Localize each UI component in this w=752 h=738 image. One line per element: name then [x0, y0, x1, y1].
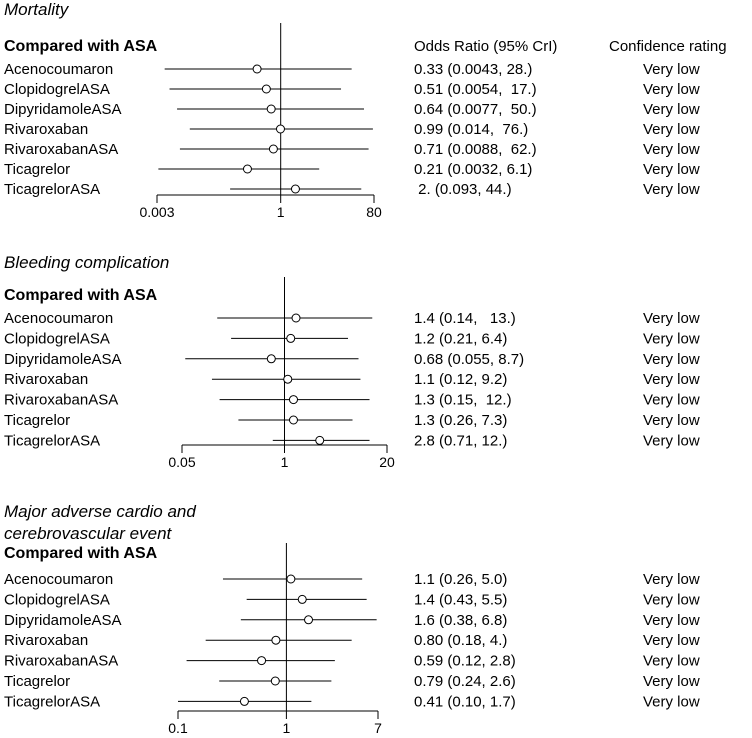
panel-title: Bleeding complication — [4, 253, 170, 272]
confidence-rating-text: Very low — [643, 350, 700, 368]
confidence-rating-text: Very low — [643, 571, 700, 588]
confidence-rating-text: Very low — [643, 61, 700, 78]
odds-ratio-point — [272, 636, 280, 644]
odds-ratio-point — [276, 125, 284, 133]
odds-ratio-point — [262, 85, 270, 93]
estimate-text: 0.68 (0.055, 8.7) — [414, 350, 525, 368]
confidence-rating-text: Very low — [643, 632, 700, 650]
row-label: TicagrelorASA — [4, 693, 101, 711]
estimate-text: 0.99 (0.014, 76.) — [414, 121, 529, 138]
confidence-rating-text: Very low — [643, 141, 700, 158]
row-label: ClopidogrelASA — [4, 330, 110, 348]
estimate-text: 1.4 (0.14, 13.) — [414, 310, 516, 327]
estimate-text: 0.80 (0.18, 4.) — [414, 632, 508, 650]
estimate-text: 0.21 (0.0032, 6.1) — [414, 161, 533, 178]
odds-ratio-point — [291, 185, 299, 193]
row-label: Rivaroxaban — [4, 121, 89, 138]
confidence-rating-text: Very low — [643, 181, 700, 198]
x-tick-label: 0.05 — [168, 454, 196, 470]
row-label: TicagrelorASA — [4, 432, 101, 450]
x-tick-label: 1 — [280, 454, 289, 470]
estimate-text: 0.33 (0.0043, 28.) — [414, 61, 533, 78]
row-label: RivaroxabanASA — [4, 391, 119, 409]
estimate-text: 1.4 (0.43, 5.5) — [414, 591, 508, 609]
estimate-text: 0.71 (0.0088, 62.) — [414, 141, 537, 158]
confidence-rating-text: Very low — [643, 121, 700, 138]
confidence-rating-text: Very low — [643, 371, 700, 389]
estimate-text: 1.3 (0.26, 7.3) — [414, 412, 508, 429]
rating-column-header: Confidence rating — [609, 38, 727, 55]
row-label: Acenocoumaron — [4, 571, 114, 588]
estimate-text: 1.1 (0.26, 5.0) — [414, 571, 508, 588]
estimate-text: 0.51 (0.0054, 17.) — [414, 81, 537, 98]
group-header: Compared with ASA — [4, 287, 158, 304]
estimate-text: 2. (0.093, 44.) — [414, 181, 512, 198]
x-tick-label: 1 — [282, 720, 291, 736]
odds-ratio-point — [243, 165, 251, 173]
group-header: Compared with ASA — [4, 38, 158, 55]
panel-title: Mortality — [4, 0, 69, 19]
panel-bleeding-complication — [4, 253, 700, 470]
odds-ratio-point — [287, 575, 295, 583]
panel-body — [4, 543, 700, 736]
row-label: Ticagrelor — [4, 673, 71, 690]
estimate-text: 0.41 (0.10, 1.7) — [414, 693, 516, 711]
odds-ratio-point — [253, 65, 261, 73]
group-header: Compared with ASA — [4, 545, 158, 562]
estimate-text: 0.59 (0.12, 2.8) — [414, 652, 516, 670]
row-label: DipyridamoleASA — [4, 101, 122, 118]
row-label: DipyridamoleASA — [4, 611, 122, 629]
panel-title-line-1: Major adverse cardio and — [4, 502, 196, 521]
odds-ratio-point — [240, 697, 248, 705]
panel-mortality — [4, 0, 700, 220]
x-tick-label: 80 — [366, 204, 382, 220]
panel-body — [4, 277, 700, 470]
odds-ratio-point — [298, 595, 306, 603]
panel-macce — [4, 502, 700, 736]
confidence-rating-text: Very low — [643, 652, 700, 670]
confidence-rating-text: Very low — [643, 310, 700, 327]
x-tick-label: 7 — [374, 720, 382, 736]
confidence-rating-text: Very low — [643, 161, 700, 178]
confidence-rating-text: Very low — [643, 693, 700, 711]
confidence-rating-text: Very low — [643, 101, 700, 118]
row-label: RivaroxabanASA — [4, 652, 119, 670]
confidence-rating-text: Very low — [643, 591, 700, 609]
odds-ratio-point — [269, 145, 277, 153]
row-label: Acenocoumaron — [4, 61, 114, 78]
estimate-text: 2.8 (0.71, 12.) — [414, 432, 508, 450]
odds-ratio-point — [258, 657, 266, 665]
odds-ratio-point — [267, 105, 275, 113]
estimate-text: 1.1 (0.12, 9.2) — [414, 371, 508, 389]
row-label: RivaroxabanASA — [4, 141, 119, 158]
odds-ratio-point — [292, 314, 300, 322]
panel-title-line-2: cerebrovascular event — [4, 524, 172, 543]
x-tick-label: 0.1 — [168, 720, 188, 736]
confidence-rating-text: Very low — [643, 391, 700, 409]
estimate-text: 1.2 (0.21, 6.4) — [414, 330, 508, 348]
odds-ratio-point — [287, 334, 295, 342]
estimate-text: 1.3 (0.15, 12.) — [414, 391, 512, 409]
estimate-column-header: Odds Ratio (95% CrI) — [414, 38, 558, 55]
row-label: TicagrelorASA — [4, 181, 101, 198]
estimate-text: 1.6 (0.38, 6.8) — [414, 611, 508, 629]
odds-ratio-point — [316, 436, 324, 444]
confidence-rating-text: Very low — [643, 81, 700, 98]
odds-ratio-point — [271, 677, 279, 685]
estimate-text: 0.64 (0.0077, 50.) — [414, 101, 537, 118]
row-label: Ticagrelor — [4, 161, 71, 178]
x-tick-label: 20 — [379, 454, 395, 470]
confidence-rating-text: Very low — [643, 330, 700, 348]
odds-ratio-point — [305, 616, 313, 624]
odds-ratio-point — [289, 416, 297, 424]
row-label: Rivaroxaban — [4, 371, 89, 389]
odds-ratio-point — [289, 396, 297, 404]
confidence-rating-text: Very low — [643, 611, 700, 629]
row-label: DipyridamoleASA — [4, 350, 122, 368]
row-label: Acenocoumaron — [4, 310, 114, 327]
x-tick-label: 0.003 — [139, 204, 175, 220]
odds-ratio-point — [284, 375, 292, 383]
odds-ratio-point — [267, 355, 275, 363]
row-label: ClopidogrelASA — [4, 81, 110, 98]
row-label: Rivaroxaban — [4, 632, 89, 650]
confidence-rating-text: Very low — [643, 412, 700, 429]
row-label: ClopidogrelASA — [4, 591, 110, 609]
x-tick-label: 1 — [276, 204, 285, 220]
row-label: Ticagrelor — [4, 412, 71, 429]
confidence-rating-text: Very low — [643, 673, 700, 690]
confidence-rating-text: Very low — [643, 432, 700, 450]
estimate-text: 0.79 (0.24, 2.6) — [414, 673, 516, 690]
